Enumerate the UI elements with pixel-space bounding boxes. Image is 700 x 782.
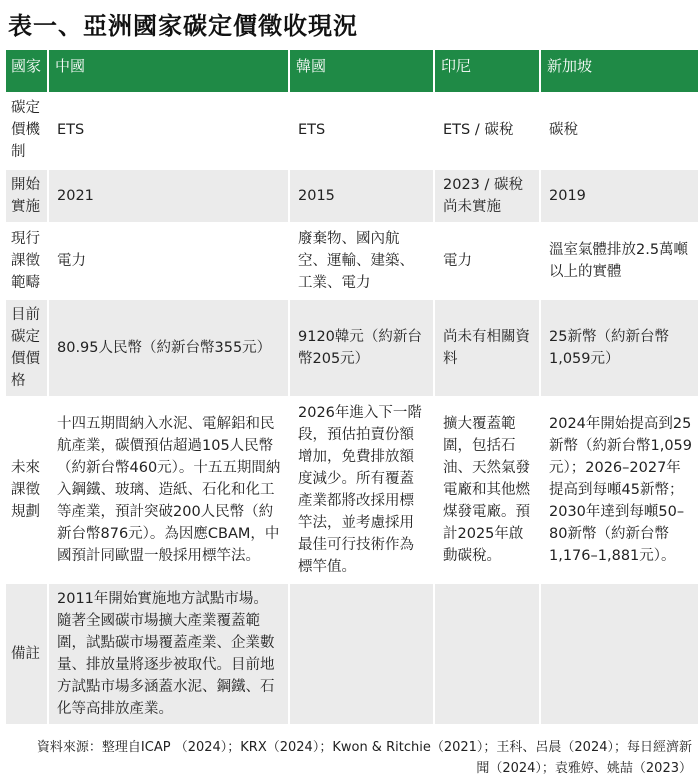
table-title: 表一、亞洲國家碳定價徵收現況 <box>8 12 358 40</box>
table-cell: ETS / 碳稅 <box>435 92 541 170</box>
table-row <box>6 224 698 300</box>
table-row <box>6 170 698 224</box>
table-cell: 碳稅 <box>541 92 698 170</box>
row-label: 碳定價機制 <box>6 92 49 170</box>
table-cell: 2019 <box>541 170 698 224</box>
row-label: 現行課徵範疇 <box>6 224 49 300</box>
table-cell: 80.95人民幣（約新台幣355元） <box>49 300 290 398</box>
table-cell: 2011年開始實施地方試點市場。隨著全國碳市場擴大產業覆蓋範圍，試點碳市場覆蓋產業、企業數量、排放量將逐步被取代。目前地方試點市場多涵蓋水泥、鋼鐵、石化等高排放產業。 <box>49 584 290 726</box>
table-row <box>6 92 698 170</box>
table-cell: 電力 <box>435 224 541 300</box>
row-label: 未來課徵規劃 <box>6 398 49 584</box>
row-label: 開始實施 <box>6 170 49 224</box>
table-cell: 2024年開始提高到25新幣（約新台幣1,059元）；2026–2027年提高到每噸45新幣；2030年達到每噸50–80新幣（約新台幣1,176–1,881元）。 <box>541 398 698 584</box>
table-cell: 9120韓元（約新台幣205元） <box>290 300 435 398</box>
table-row <box>6 584 698 726</box>
row-label: 目前碳定價價格 <box>6 300 49 398</box>
table-row <box>6 300 698 398</box>
table-cell: 十四五期間納入水泥、電解鋁和民航產業，碳價預估超過105人民幣（約新台幣460元）。十五五期間納入鋼鐵、玻璃、造紙、石化和化工等產業，預計突破200人民幣（約新台幣876元）。為因應CBAM，中國預計同歐盟一般採用標竿法。 <box>49 398 290 584</box>
header-country: 國家 <box>6 50 49 92</box>
table-cell: 2021 <box>49 170 290 224</box>
header-singapore: 新加坡 <box>541 50 698 92</box>
table-cell <box>290 584 435 726</box>
table-cell: 溫室氣體排放2.5萬噸以上的實體 <box>541 224 698 300</box>
table-cell <box>541 584 698 726</box>
table-cell: 廢棄物、國內航空、運輸、建築、工業、電力 <box>290 224 435 300</box>
table-cell: 電力 <box>49 224 290 300</box>
carbon-pricing-table <box>6 50 698 726</box>
table-cell <box>435 584 541 726</box>
table-cell: 2023 / 碳稅尚未實施 <box>435 170 541 224</box>
source-note: 資料來源：整理自ICAP （2024）；KRX（2024）；Kwon & Ritchie（2021）；王科、呂晨（2024）；每日經濟新聞（2024）；袁雅婷、姚喆（2023） <box>36 740 692 776</box>
header-row <box>6 50 698 92</box>
table-cell: 尚未有相關資料 <box>435 300 541 398</box>
table-cell: 25新幣（約新台幣1,059元） <box>541 300 698 398</box>
table-cell: 擴大覆蓋範圍，包括石油、天然氣發電廠和其他燃煤發電廠。預計2025年啟動碳稅。 <box>435 398 541 584</box>
header-korea: 韓國 <box>290 50 435 92</box>
table-cell: 2026年進入下一階段，預估拍賣份額增加，免費排放額度減少。所有覆蓋產業都將改採用標竿法，並考慮採用最佳可行技術作為標竿值。 <box>290 398 435 584</box>
row-label: 備註 <box>6 584 49 726</box>
table-cell: 2015 <box>290 170 435 224</box>
header-indonesia: 印尼 <box>435 50 541 92</box>
table-cell: ETS <box>290 92 435 170</box>
table-cell: ETS <box>49 92 290 170</box>
table-row <box>6 398 698 584</box>
header-china: 中國 <box>49 50 290 92</box>
